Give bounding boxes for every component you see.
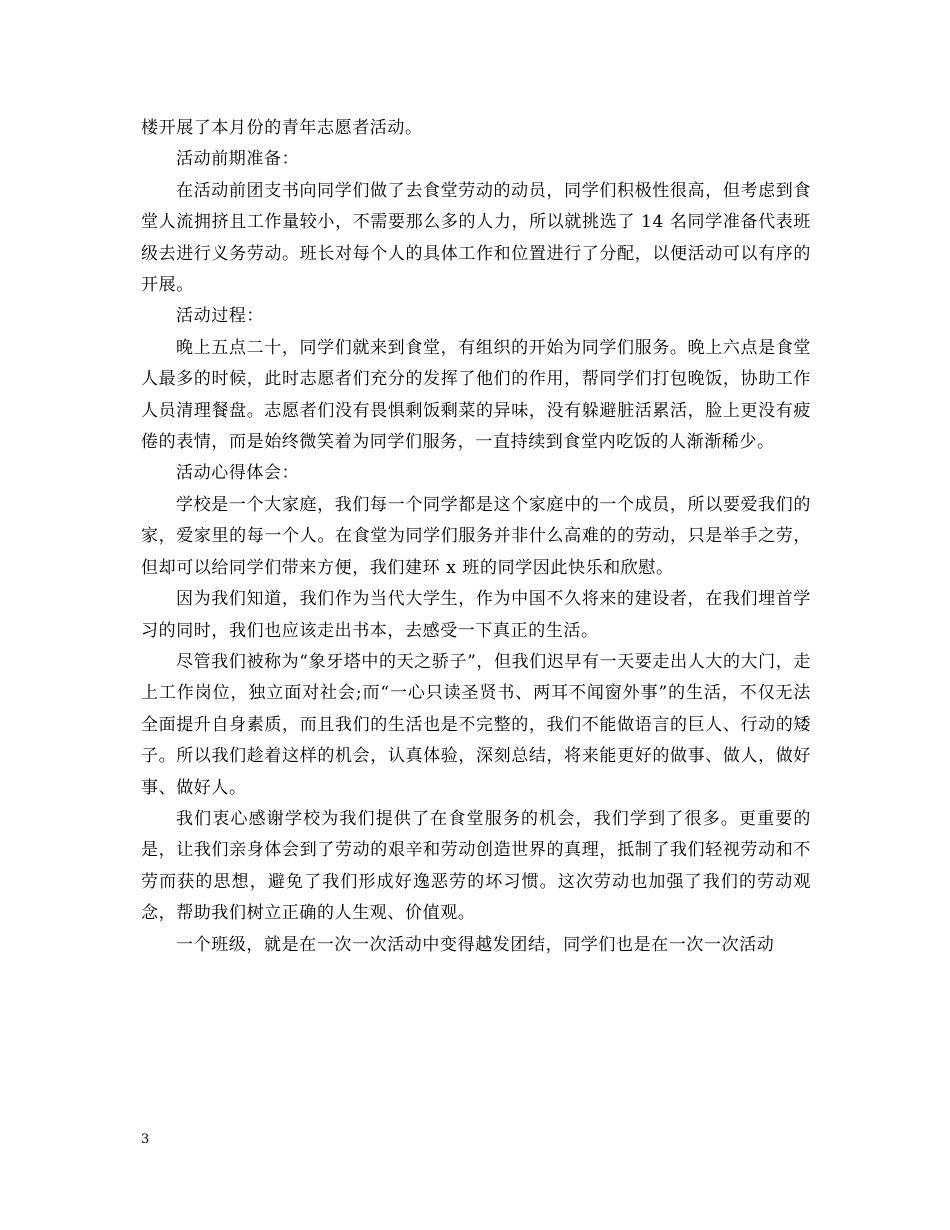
paragraph-preparation: 在活动前团支书向同学们做了去食堂劳动的动员，同学们积极性很高，但考虑到食堂人流拥挤且工作量较小，不需要那么多的人力，所以就挑选了 14 名同学准备代表班级去进行义务劳动。班长对每个人的具体工作和位置进行了分配，以便活动可以有序的开展。 bbox=[141, 180, 811, 296]
paragraph-reflection-2: 因为我们知道，我们作为当代大学生，作为中国不久将来的建设者，在我们埋首学习的同时，我们也应该走出书本，去感受一下真正的生活。 bbox=[141, 589, 811, 641]
paragraph-reflection-1: 学校是一个大家庭，我们每一个同学都是这个家庭中的一个成员，所以要爱我们的家，爱家里的每一个人。在食堂为同学们服务并非什么高难的的劳动，只是举手之劳，但却可以给同学们带来方便，我们建环 x 班的同学因此快乐和欣慰。 bbox=[141, 494, 811, 578]
section-heading-process: 活动过程： bbox=[176, 306, 264, 327]
paragraph-process: 晚上五点二十，同学们就来到食堂，有组织的开始为同学们服务。晚上六点是食堂人最多的时候，此时志愿者们充分的发挥了他们的作用，帮同学们打包晚饭，协助工作人员清理餐盘。志愿者们没有畏惧剩饭剩菜的异味，没有躲避脏活累活，脸上更没有疲倦的表情，而是始终微笑着为同学们服务，一直持续到食堂内吃饭的人渐渐稀少。 bbox=[141, 337, 811, 453]
paragraph-1: 楼开展了本月份的青年志愿者活动。 bbox=[141, 118, 423, 138]
document-body bbox=[141, 113, 811, 961]
paragraph-reflection-3: 尽管我们被称为“象牙塔中的天之骄子”，但我们迟早有一天要走出人大的大门，走上工作岗位，独立面对社会;而“一心只读圣贤书、两耳不闻窗外事”的生活，不仅无法全面提升自身素质，而且我们的生活也是不完整的，我们不能做语言的巨人、行动的矮子。所以我们趁着这样的机会，认真体验，深刻总结，将来能更好的做事、做人，做好事、做好人。 bbox=[141, 651, 811, 798]
section-heading-reflection: 活动心得体会： bbox=[176, 463, 300, 484]
page-number: 3 bbox=[141, 1132, 150, 1147]
paragraph-reflection-5: 一个班级，就是在一次一次活动中变得越发团结，同学们也是在一次一次活动 bbox=[176, 934, 775, 955]
paragraph-reflection-4: 我们衷心感谢学校为我们提供了在食堂服务的机会，我们学到了很多。更重要的是，让我们亲身体会到了劳动的艰辛和劳动创造世界的真理，抵制了我们轻视劳动和不劳而获的思想，避免了我们形成好逸恶劳的坏习惯。这次劳动也加强了我们的劳动观念，帮助我们树立正确的人生观、价值观。 bbox=[141, 808, 811, 924]
section-heading-preparation: 活动前期准备： bbox=[176, 149, 300, 170]
